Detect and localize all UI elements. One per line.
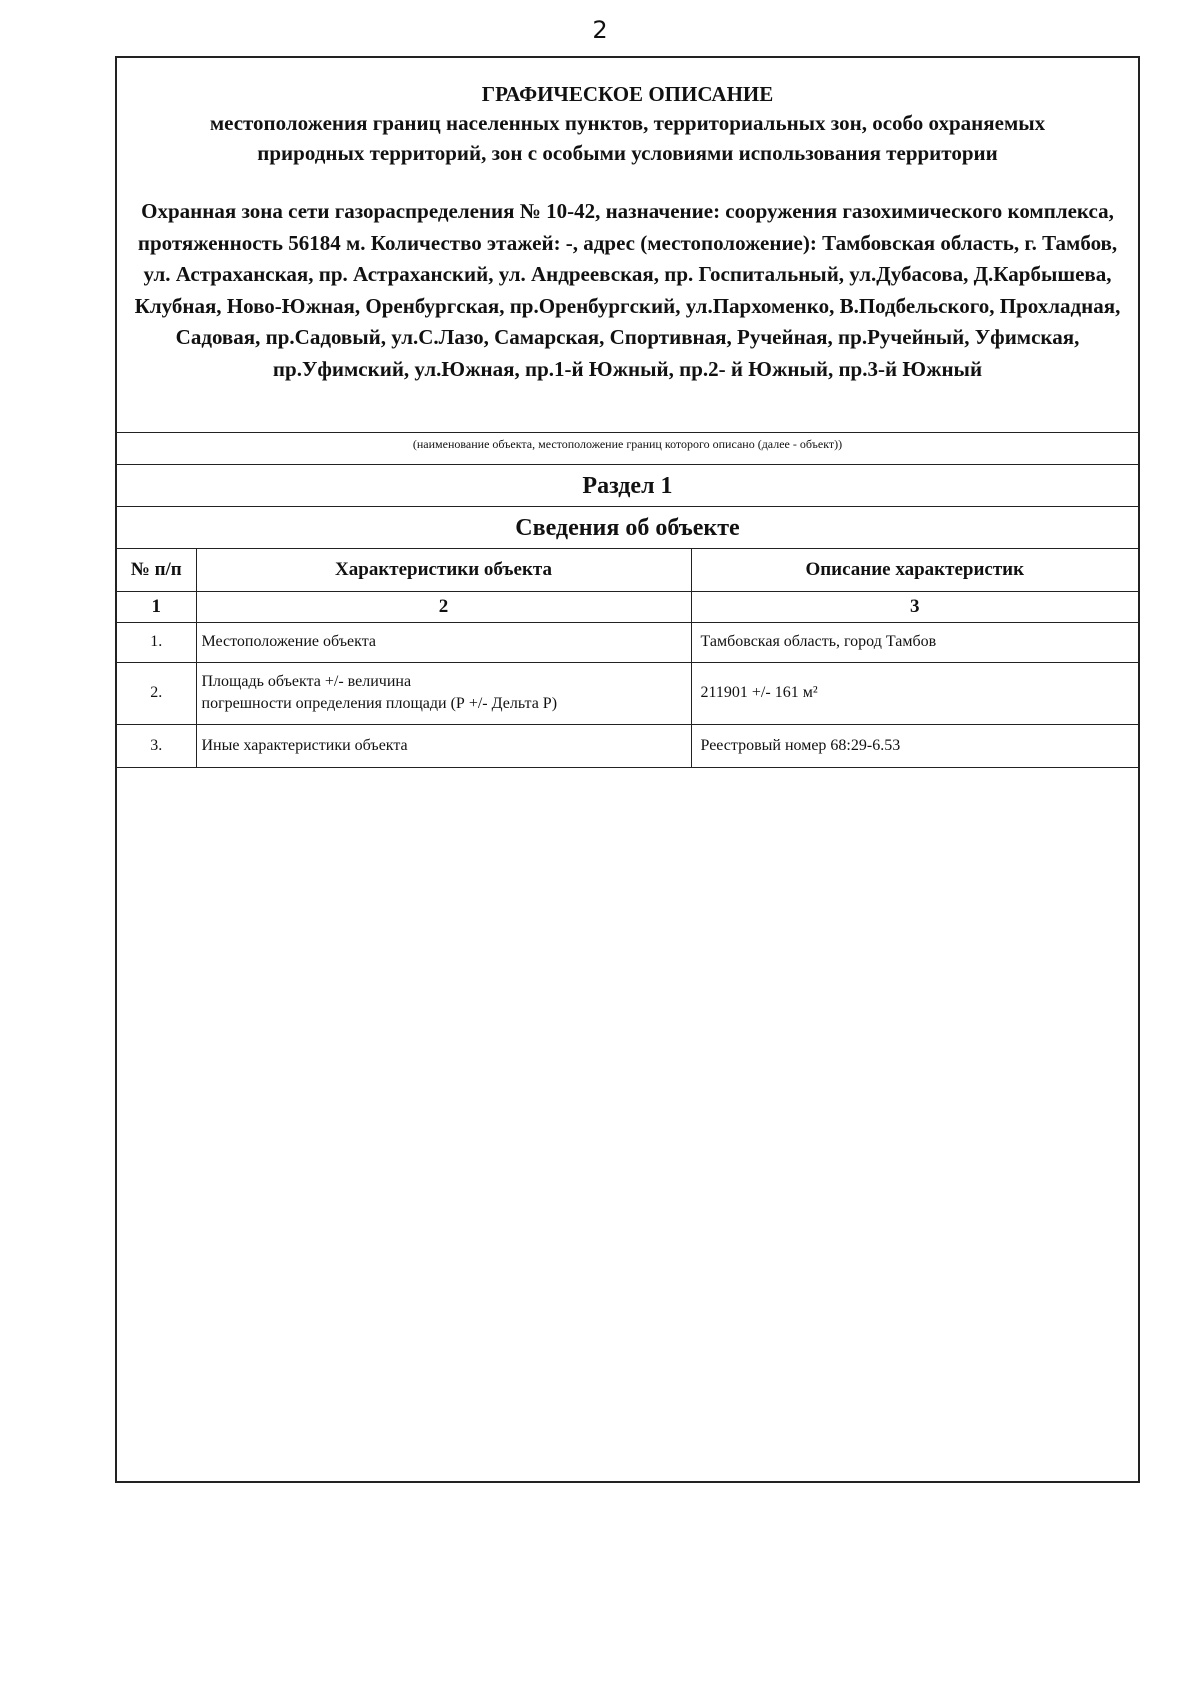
row-characteristic: Иные характеристики объекта [196,724,691,767]
object-info-table [117,549,1138,768]
row-number: 3. [117,724,196,767]
document-title: ГРАФИЧЕСКОЕ ОПИСАНИЕ [481,82,774,106]
row-description: Реестровый номер 68:29-6.53 [691,724,1138,767]
row-description: Тамбовская область, город Тамбов [691,622,1138,662]
document-header [117,58,1138,433]
table-row [117,622,1138,662]
row-characteristic: Местоположение объекта [196,622,691,662]
column-number: 1 [117,591,196,622]
row-description: 211901 +/- 161 м² [691,662,1138,724]
section-subtitle: Сведения об объекте [117,507,1138,549]
table-column-numbers-row [117,591,1138,622]
document-subtitle: местоположения границ населенных пунктов, территориальных зон, особо охраняемых природных территорий, зон с особыми условиями использования территории [209,111,1046,165]
header-description: Описание характеристик [691,549,1138,591]
document-frame [115,56,1140,1483]
section-title: Раздел 1 [117,465,1138,507]
row-number: 2. [117,662,196,724]
column-number: 2 [196,591,691,622]
table-row [117,724,1138,767]
table-row [117,662,1138,724]
row-characteristic-line: погрешности определения площади (Р +/- Дельта Р) [201,695,558,712]
row-characteristic-line: Площадь объекта +/- величина [201,673,412,690]
object-description: Охранная зона сети газораспределения № 10-42, назначение: сооружения газохимического комплекса, протяженность 56184 м. Количество этажей: -, адрес (местоположение): Тамбовская область, г. Тамбов, ул. Астраханская, пр. Астраханский, ул. Андреевская, пр. Госпитальный, ул.Дубасова, Д.Карбышева, Клубная, Ново-Южная, Оренбургская, пр.Оренбургский, ул.Пархоменко, В.Подбельского, Прохладная, Садовая, пр.Садовый, ул.С.Лазо, Самарская, Спортивная, Ручейная, пр.Ручейный, Уфимская, пр.Уфимский, ул.Южная, пр.1-й Южный, пр.2- й Южный, пр.3-й Южный [134,199,1121,381]
column-number: 3 [691,591,1138,622]
table-header-row [117,549,1138,591]
page-number: 2 [592,16,608,44]
row-number: 1. [117,622,196,662]
header-characteristic: Характеристики объекта [196,549,691,591]
row-characteristic [196,662,691,724]
header-number: № п/п [117,549,196,591]
object-caption: (наименование объекта, местоположение границ которого описано (далее - объект)) [117,433,1138,465]
